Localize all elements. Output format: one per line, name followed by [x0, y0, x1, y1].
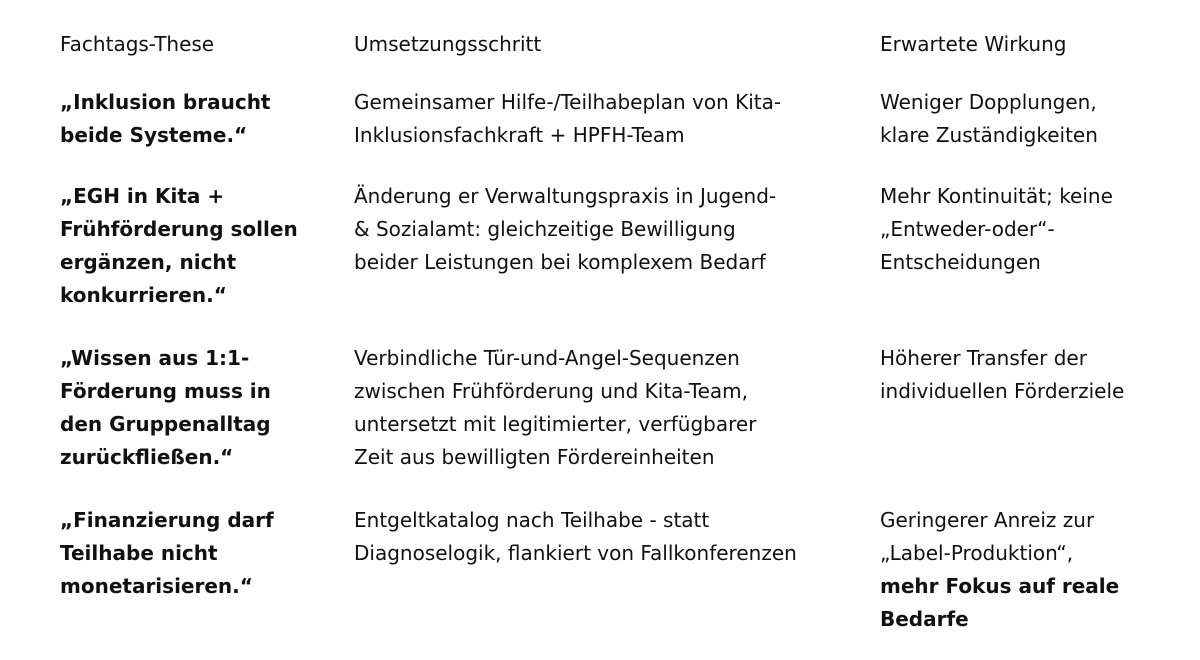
- row2-wirkung-line: Mehr Kontinuität; keine: [880, 184, 1113, 208]
- row3-wirkung: [880, 342, 1124, 408]
- row4-wirkung-line: Geringerer Anreiz zur: [880, 508, 1095, 532]
- row3-schritt-line: Zeit aus bewilligten Fördereinheiten: [354, 445, 715, 469]
- row2-these-line: ergänzen, nicht: [60, 250, 237, 274]
- header-erwartete-wirkung: Erwartete Wirkung: [880, 32, 1067, 56]
- row3-schritt-line: untersetzt mit legitimierter, verfügbarer: [354, 412, 757, 436]
- row1-these-line: „Inklusion braucht: [60, 90, 271, 114]
- row1-wirkung: [880, 86, 1098, 152]
- row2-these-line: konkurrieren.“: [60, 283, 227, 307]
- row4-these-line: monetarisieren.“: [60, 574, 253, 598]
- row3-these: [60, 342, 271, 474]
- row3-schritt: [354, 342, 756, 474]
- row4-these-line: Teilhabe nicht: [60, 541, 218, 565]
- row4-schritt: [354, 504, 797, 570]
- row2-wirkung-line: Entscheidungen: [880, 250, 1041, 274]
- row3-these-line: den Gruppenalltag: [60, 412, 271, 436]
- row4-wirkung: [880, 504, 1119, 636]
- row3-wirkung-line: Höherer Transfer der: [880, 346, 1087, 370]
- row1-these-line: beide Systeme.“: [60, 123, 248, 147]
- row2-wirkung-line: „Entweder-oder“-: [880, 217, 1055, 241]
- header-fachtags-these: Fachtags-These: [60, 32, 215, 56]
- row1-wirkung-line: klare Zuständigkeiten: [880, 123, 1098, 147]
- row4-wirkung-bold-line: mehr Fokus auf reale: [880, 574, 1120, 598]
- row3-schritt-line: Verbindliche Tür-und-Angel-Sequenzen: [354, 346, 740, 370]
- row2-wirkung: [880, 180, 1113, 279]
- row3-these-line: Förderung muss in: [60, 379, 271, 403]
- row2-these: [60, 180, 298, 312]
- row3-these-line: „Wissen aus 1:1-: [60, 346, 250, 370]
- row4-these: [60, 504, 274, 603]
- row2-schritt: [354, 180, 776, 279]
- header-umsetzungsschritt: Umsetzungsschritt: [354, 32, 542, 56]
- row4-schritt-line: Diagnoselogik, flankiert von Fallkonferenzen: [354, 541, 797, 565]
- row1-wirkung-line: Weniger Dopplungen,: [880, 90, 1097, 114]
- row2-schritt-line: & Sozialamt: gleichzeitige Bewilligung: [354, 217, 736, 241]
- row4-schritt-line: Entgeltkatalog nach Teilhabe - statt: [354, 508, 710, 532]
- row1-these: [60, 86, 271, 152]
- row3-these-line: zurückfließen.“: [60, 445, 234, 469]
- row3-wirkung-line: individuellen Förderziele: [880, 379, 1125, 403]
- row1-schritt-line: Inklusionsfachkraft + HPFH-Team: [354, 123, 685, 147]
- row2-schritt-line: beider Leistungen bei komplexem Bedarf: [354, 250, 766, 274]
- row2-schritt-line: Änderung er Verwaltungspraxis in Jugend-: [354, 184, 777, 208]
- row4-these-line: „Finanzierung darf: [60, 508, 274, 532]
- row4-wirkung-bold-line: Bedarfe: [880, 607, 969, 631]
- row2-these-line: „EGH in Kita +: [60, 184, 225, 208]
- row1-schritt-line: Gemeinsamer Hilfe-/Teilhabeplan von Kita-: [354, 90, 782, 114]
- row1-schritt: [354, 86, 781, 152]
- row4-wirkung-line: „Label-Produktion“,: [880, 541, 1074, 565]
- row2-these-line: Frühförderung sollen: [60, 217, 298, 241]
- row3-schritt-line: zwischen Frühförderung und Kita-Team,: [354, 379, 749, 403]
